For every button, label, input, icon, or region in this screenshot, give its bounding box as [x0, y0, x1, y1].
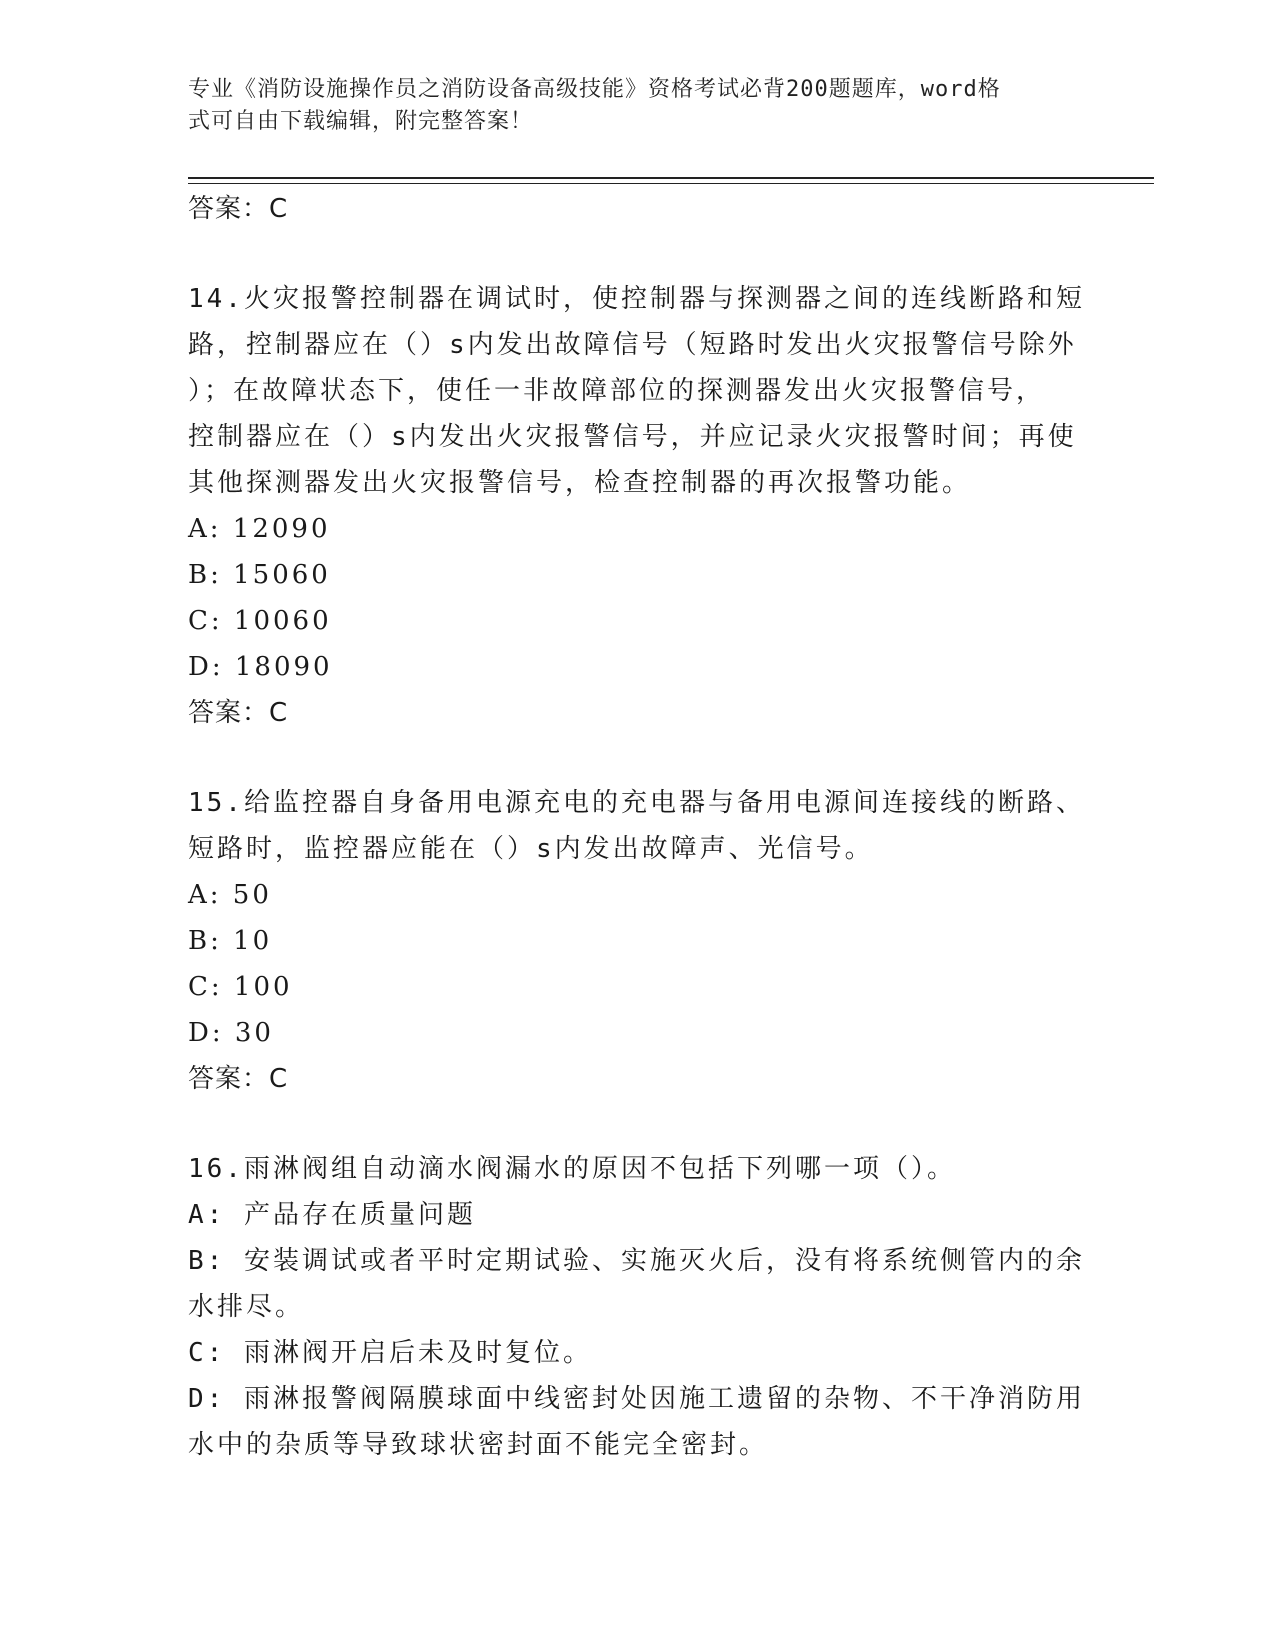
option-d: D: 30 [188, 1018, 274, 1048]
header-divider-thick [188, 177, 1154, 179]
spacer [188, 232, 1088, 276]
option-d: D: 雨淋报警阀隔膜球面中线密封处因施工遗留的杂物、不干净消防用 [188, 1384, 1085, 1414]
question-16 [188, 1146, 1088, 1468]
header-line-1: 专业《消防设施操作员之消防设备高级技能》资格考试必背200题题库，word格 [188, 77, 1001, 102]
question-14 [188, 276, 1088, 736]
option-c: C: 10060 [188, 606, 332, 636]
option-c: C: 雨淋阀开启后未及时复位。 [188, 1338, 592, 1368]
spacer [188, 736, 1088, 780]
option-b: B: 15060 [188, 560, 331, 590]
question-text-line: 16.雨淋阀组自动滴水阀漏水的原因不包括下列哪一项（）。 [188, 1154, 956, 1184]
option-a: A: 50 [188, 880, 272, 910]
document-header [188, 74, 1068, 138]
question-text-line: 15.给监控器自身备用电源充电的充电器与备用电源间连接线的断路、 [188, 788, 1085, 818]
option-b: B: 安装调试或者平时定期试验、实施灭火后，没有将系统侧管内的余 [188, 1246, 1085, 1276]
header-divider-thin [188, 183, 1154, 184]
option-a: A: 12090 [188, 514, 331, 544]
question-list [188, 186, 1088, 1468]
option-b-continued: 水排尽。 [188, 1292, 305, 1322]
spacer [188, 1102, 1088, 1146]
question-text-line: 路，控制器应在（）s内发出故障信号（短路时发出火灾报警信号除外 [188, 330, 1077, 360]
answer: 答案：C [188, 1064, 289, 1094]
question-text-line: 短路时，监控器应能在（）s内发出故障声、光信号。 [188, 834, 874, 864]
question-text-line: 其他探测器发出火灾报警信号，检查控制器的再次报警功能。 [188, 468, 972, 498]
question-text-line: ）；在故障状态下，使任一非故障部位的探测器发出火灾报警信号， [188, 376, 1046, 406]
option-d: D: 18090 [188, 652, 333, 682]
answer: 答案：C [188, 698, 289, 728]
option-c: C: 100 [188, 972, 293, 1002]
question-text-line: 控制器应在（）s内发出火灾报警信号，并应记录火灾报警时间；再使 [188, 422, 1077, 452]
question-text-line: 14.火灾报警控制器在调试时，使控制器与探测器之间的连线断路和短 [188, 284, 1085, 314]
option-a: A: 产品存在质量问题 [188, 1200, 476, 1230]
option-b: B: 10 [188, 926, 273, 956]
question-15 [188, 780, 1088, 1102]
option-d-continued: 水中的杂质等导致球状密封面不能完全密封。 [188, 1430, 769, 1460]
previous-answer: 答案：C [188, 194, 289, 224]
header-line-2: 式可自由下载编辑，附完整答案！ [188, 109, 534, 134]
